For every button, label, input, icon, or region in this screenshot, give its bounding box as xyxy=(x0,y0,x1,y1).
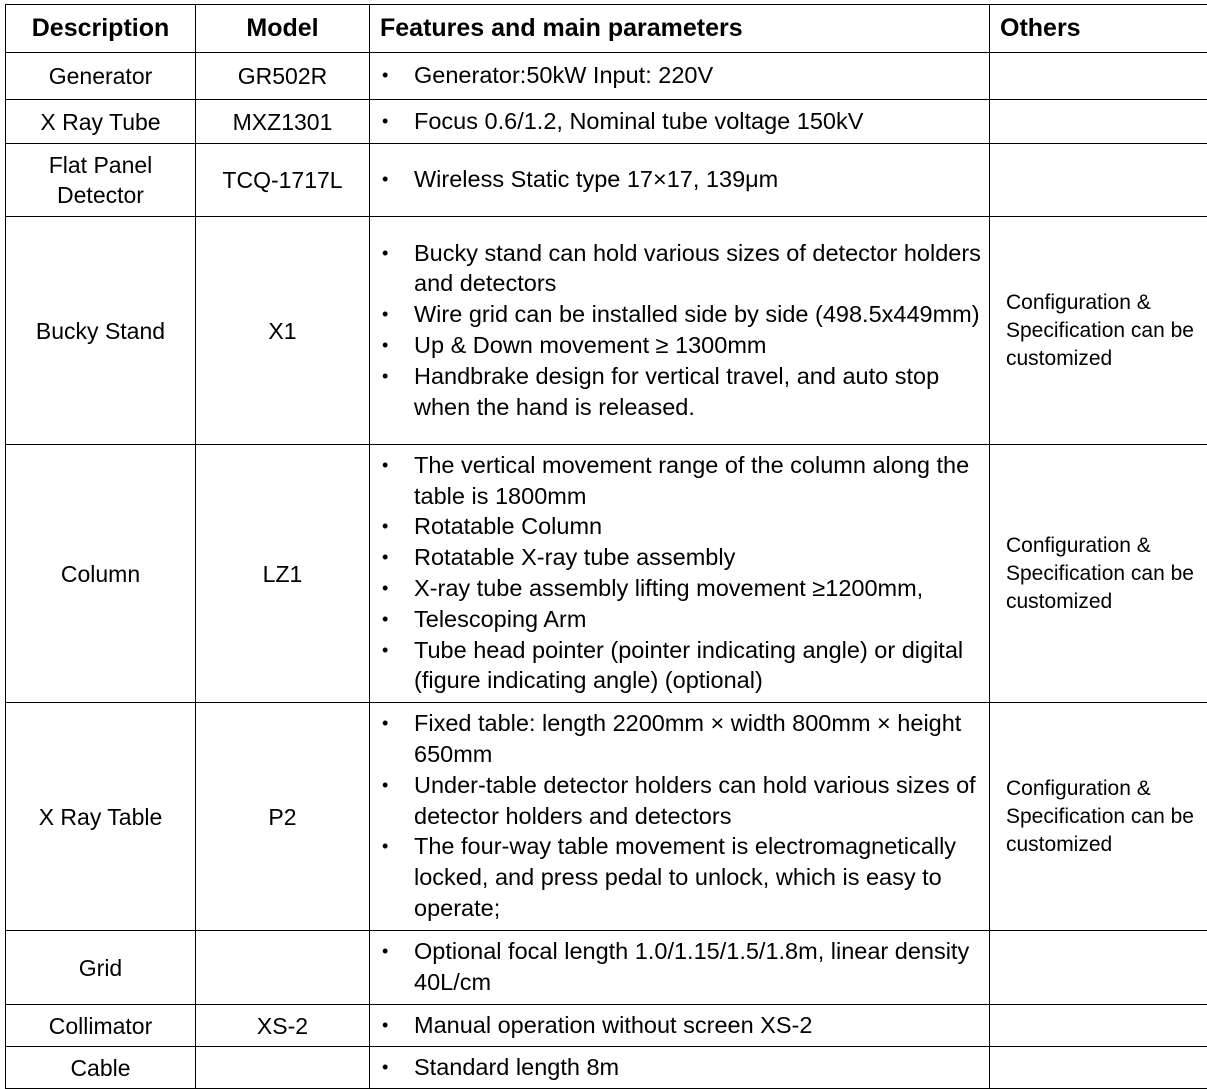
others-cell: Configuration & Specification can be customized xyxy=(990,217,1207,445)
description-cell: Collimator xyxy=(6,1005,196,1047)
feature-item: • Manual operation without screen XS-2 xyxy=(378,1010,985,1041)
features-cell xyxy=(370,931,990,1005)
table-row xyxy=(6,100,1207,144)
feature-item: • Fixed table: length 2200mm × width 800mm × height 650mm xyxy=(378,708,985,770)
model-cell xyxy=(196,931,370,1005)
others-cell xyxy=(990,144,1207,217)
model-cell: MXZ1301 xyxy=(196,100,370,144)
description-cell: Bucky Stand xyxy=(6,217,196,445)
header-others: Others xyxy=(990,5,1207,53)
table-row xyxy=(6,217,1207,445)
description-cell: Flat Panel Detector xyxy=(6,144,196,217)
model-cell: GR502R xyxy=(196,53,370,100)
table-row xyxy=(6,144,1207,217)
feature-item: • Handbrake design for vertical travel, and auto stop when the hand is released. xyxy=(378,361,985,423)
description-cell: X Ray Tube xyxy=(6,100,196,144)
spec-table xyxy=(5,4,1207,1089)
feature-item: • Standard length 8m xyxy=(378,1052,985,1083)
others-cell xyxy=(990,53,1207,100)
model-cell: P2 xyxy=(196,703,370,931)
model-cell: LZ1 xyxy=(196,445,370,703)
table-row xyxy=(6,931,1207,1005)
features-cell xyxy=(370,144,990,217)
feature-item: • Up & Down movement ≥ 1300mm xyxy=(378,330,985,361)
table-row xyxy=(6,703,1207,931)
others-cell xyxy=(990,1047,1207,1089)
feature-item: • The vertical movement range of the column along the table is 1800mm xyxy=(378,450,985,512)
features-cell xyxy=(370,445,990,703)
header-row xyxy=(6,5,1207,53)
description-cell: Grid xyxy=(6,931,196,1005)
features-cell xyxy=(370,100,990,144)
description-cell: Generator xyxy=(6,53,196,100)
header-model: Model xyxy=(196,5,370,53)
feature-item: • Telescoping Arm xyxy=(378,604,985,635)
feature-item: • Rotatable Column xyxy=(378,511,985,542)
feature-item: • Bucky stand can hold various sizes of detector holders and detectors xyxy=(378,238,985,300)
features-cell xyxy=(370,703,990,931)
others-cell: Configuration & Specification can be customized xyxy=(990,703,1207,931)
features-cell xyxy=(370,1005,990,1047)
header-description: Description xyxy=(6,5,196,53)
description-cell: Cable xyxy=(6,1047,196,1089)
others-cell: Configuration & Specification can be customized xyxy=(990,445,1207,703)
model-cell: TCQ-1717L xyxy=(196,144,370,217)
others-cell xyxy=(990,1005,1207,1047)
feature-item: • Focus 0.6/1.2, Nominal tube voltage 150kV xyxy=(378,106,985,137)
feature-item: • Wire grid can be installed side by side (498.5x449mm) xyxy=(378,299,985,330)
feature-item: • Optional focal length 1.0/1.15/1.5/1.8m, linear density 40L/cm xyxy=(378,936,985,998)
feature-item: • Under-table detector holders can hold various sizes of detector holders and detectors xyxy=(378,770,985,832)
table-row xyxy=(6,1047,1207,1089)
others-cell xyxy=(990,931,1207,1005)
features-cell xyxy=(370,1047,990,1089)
header-features: Features and main parameters xyxy=(370,5,990,53)
feature-item: • The four-way table movement is electromagnetically locked, and press pedal to unlock, which is easy to operate; xyxy=(378,831,985,923)
feature-item: • X-ray tube assembly lifting movement ≥1200mm, xyxy=(378,573,985,604)
description-cell: X Ray Table xyxy=(6,703,196,931)
feature-item: • Generator:50kW Input: 220V xyxy=(378,60,985,91)
feature-item: • Tube head pointer (pointer indicating angle) or digital (figure indicating angle) (optional) xyxy=(378,635,985,697)
feature-item: • Wireless Static type 17×17, 139μm xyxy=(378,164,985,195)
description-cell: Column xyxy=(6,445,196,703)
features-cell xyxy=(370,53,990,100)
table-row xyxy=(6,1005,1207,1047)
model-cell: XS-2 xyxy=(196,1005,370,1047)
table-row xyxy=(6,445,1207,703)
table-row xyxy=(6,53,1207,100)
model-cell: X1 xyxy=(196,217,370,445)
model-cell xyxy=(196,1047,370,1089)
others-cell xyxy=(990,100,1207,144)
feature-item: • Rotatable X-ray tube assembly xyxy=(378,542,985,573)
features-cell xyxy=(370,217,990,445)
